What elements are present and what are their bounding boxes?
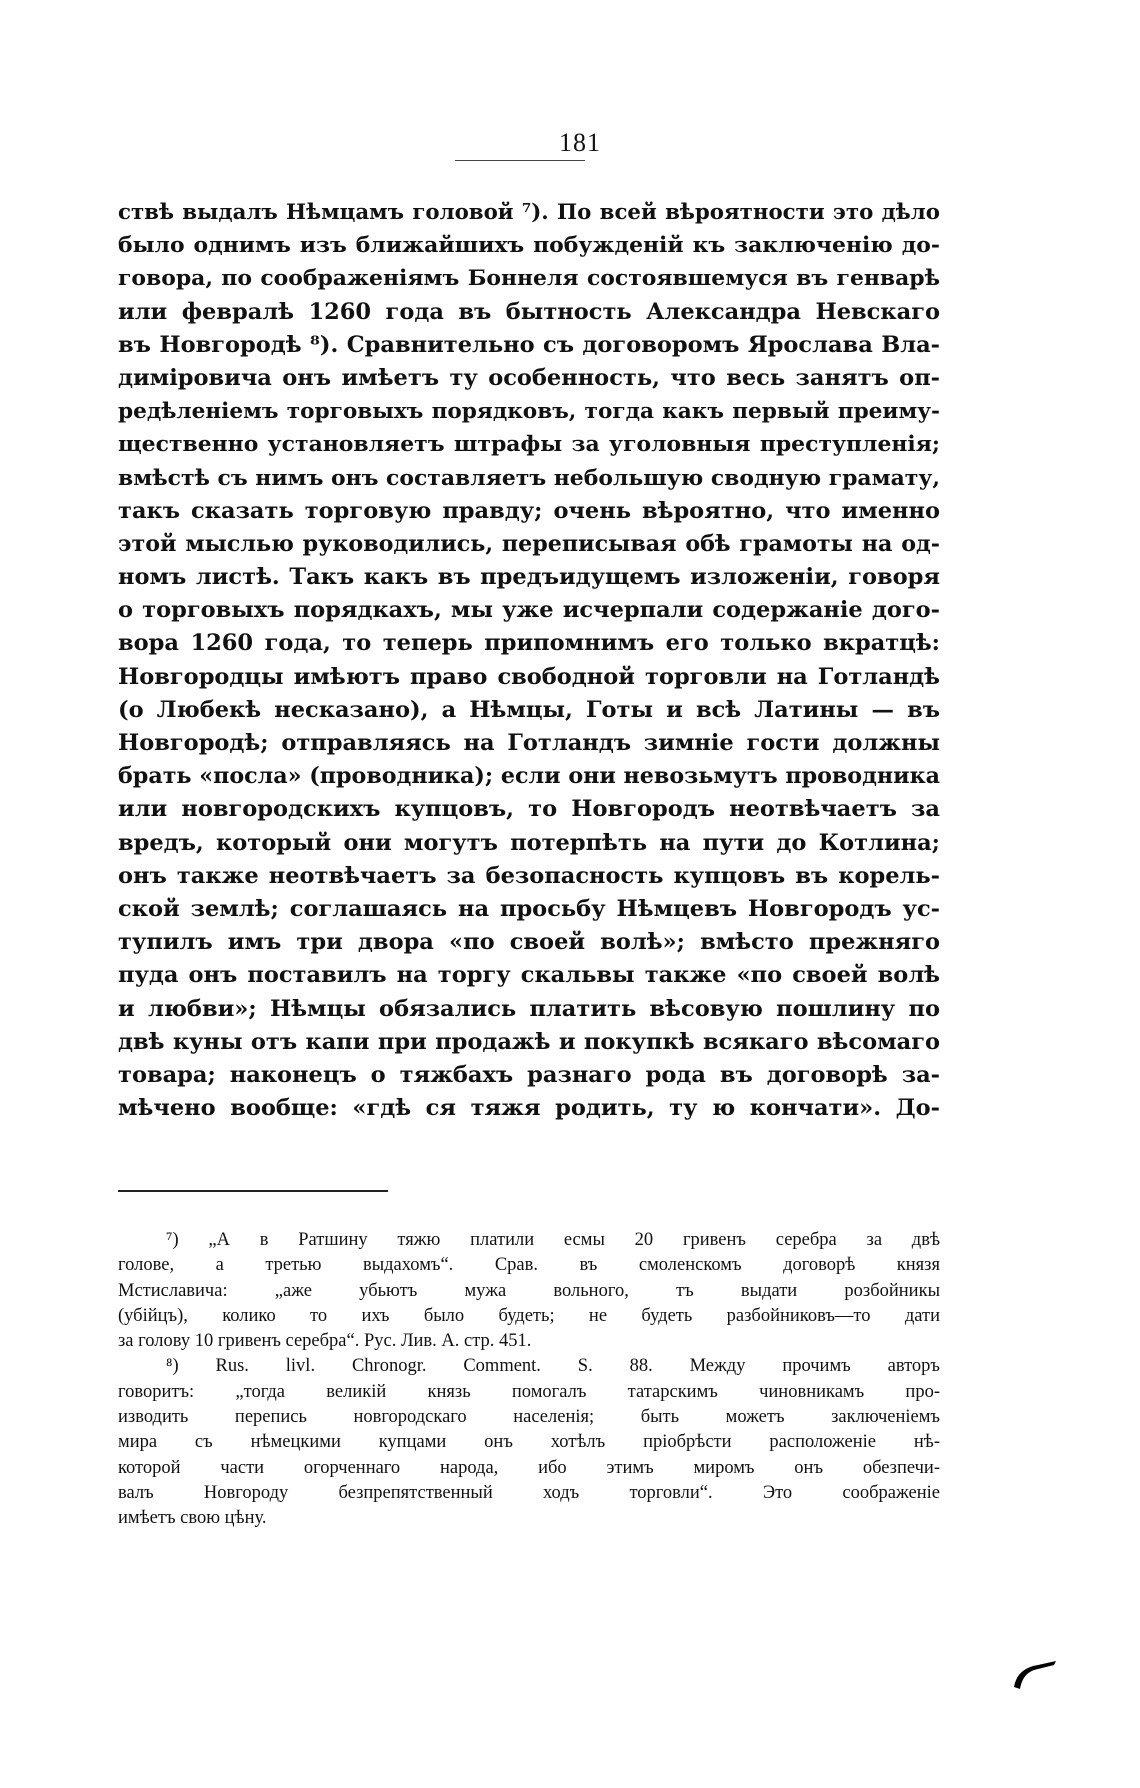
footnote-line: которой части огорченнаго народа, ибо этимъ миромъ онъ обезпечи- <box>118 1457 940 1478</box>
footnote-line: изводить перепись новгородскаго населенія; быть можетъ заключеніемъ <box>118 1407 940 1428</box>
footnote-line: имѣетъ свою цѣну. <box>118 1508 267 1529</box>
text-line: говора, по соображеніямъ Боннеля состоявшемуся въ генварѣ <box>118 265 940 292</box>
text-line: товара; наконецъ о тяжбахъ разнаго рода въ договорѣ за- <box>118 1061 940 1088</box>
text-line: мѣчено вообще: «гдѣ ся тяжя родить, ту ю кончати». До- <box>118 1095 940 1122</box>
footnote-7 <box>118 1228 940 1354</box>
text-line: въ Новгородѣ ⁸). Сравнительно съ договоромъ Ярослава Вла- <box>118 331 940 358</box>
footnote-line: ⁸) Rus. livl. Chronogr. Comment. S. 88. Между прочимъ авторъ <box>166 1356 940 1377</box>
text-line: щественно установляетъ штрафы за уголовныя преступленія; <box>118 431 940 458</box>
footnote-line: мира съ нѣмецкими купцами онъ хотѣлъ пріобрѣсти расположеніе нѣ- <box>118 1432 940 1453</box>
footnote-line: голове, а третью выдахомъ“. Срав. въ смоленскомъ договорѣ князя <box>118 1255 940 1276</box>
text-line: ствѣ выдалъ Нѣмцамъ головой ⁷). По всей вѣроятности это дѣло <box>118 200 940 225</box>
main-text <box>118 196 940 1125</box>
text-line: двѣ куны отъ капи при продажѣ и покупкѣ всякаго вѣсомаго <box>118 1028 940 1055</box>
footnote-line: Мстиславича: „аже убьютъ мужа вольного, тъ выдати розбойникы <box>118 1280 940 1301</box>
footnote-separator <box>118 1190 388 1192</box>
text-line: или новгородскихъ купцовъ, то Новгородъ неотвѣчаетъ за <box>118 796 940 823</box>
footnote-line: (убійцъ), колико то ихъ было будеть; не будеть разбойниковъ—то дати <box>118 1305 940 1326</box>
text-line: такъ сказать торговую правду; очень вѣроятно, что именно <box>118 497 940 524</box>
text-line: вмѣстѣ съ нимъ онъ составляетъ небольшую сводную грамату, <box>118 464 940 491</box>
text-line: онъ также неотвѣчаетъ за безопасность купцовъ въ корель- <box>118 862 940 889</box>
footnote-line: говоритъ: „тогда великій князь помогалъ татарскимъ чиновникамъ про- <box>118 1381 940 1402</box>
text-line: ской землѣ; соглашаясь на просьбу Нѣмцевъ Новгородъ ус- <box>118 895 940 922</box>
footnote-line: за голову 10 гривенъ серебра“. Рус. Лив. А. стр. 451. <box>118 1331 532 1352</box>
text-line: тупилъ имъ три двора «по своей волѣ»; вмѣсто прежняго <box>118 929 940 956</box>
text-line: или февралѣ 1260 года въ бытность Александра Невскаго <box>118 298 940 325</box>
text-line: редѣленіемъ торговыхъ порядковъ, тогда какъ первый преиму- <box>118 399 940 425</box>
footnote-line: валъ Новгороду безпрепятственный ходъ торговли“. Это соображеніе <box>118 1482 940 1503</box>
text-line: диміровича онъ имѣетъ ту особенность, что весь занятъ оп- <box>118 364 940 391</box>
footnote-line: ⁷) „А в Ратшину тяжю платили есмы 20 гривенъ серебра за двѣ <box>166 1230 940 1250</box>
footnotes <box>118 1228 940 1532</box>
text-line: вора 1260 года, то теперь припомнимъ его только вкратцѣ: <box>118 630 940 657</box>
text-line: Новгородѣ; отправляясь на Готландъ зимніе гости должны <box>118 730 940 756</box>
text-line: пуда онъ поставилъ на торгу скальвы также «по своей волѣ <box>118 962 940 989</box>
text-line: вредъ, который они могутъ потерпѣть на пути до Котлина; <box>118 829 940 856</box>
text-line: номъ листѣ. Такъ какъ въ предъидущемъ изложеніи, говоря <box>118 564 940 591</box>
text-line: (о Любекѣ несказано), а Нѣмцы, Готы и всѣ Латины — въ <box>118 696 940 723</box>
page-number: 181 <box>559 128 601 157</box>
page-number-underline <box>455 160 585 161</box>
text-line: Новгородцы имѣютъ право свободной торговли на Готландѣ <box>118 663 940 690</box>
page-corner-mark <box>1010 1645 1060 1695</box>
text-line: и любви»; Нѣмцы обязались платить вѣсовую пошлину по <box>118 995 940 1022</box>
text-line: брать «посла» (проводника); если они невозьмутъ проводника <box>118 763 940 790</box>
text-line: этой мыслью руководились, переписывая обѣ грамоты на од- <box>118 530 940 557</box>
text-line: о торговыхъ порядкахъ, мы уже исчерпали содержаніе дого- <box>118 597 940 624</box>
text-line: было однимъ изъ ближайшихъ побужденій къ заключенію до- <box>118 232 940 259</box>
footnote-8 <box>118 1354 940 1531</box>
